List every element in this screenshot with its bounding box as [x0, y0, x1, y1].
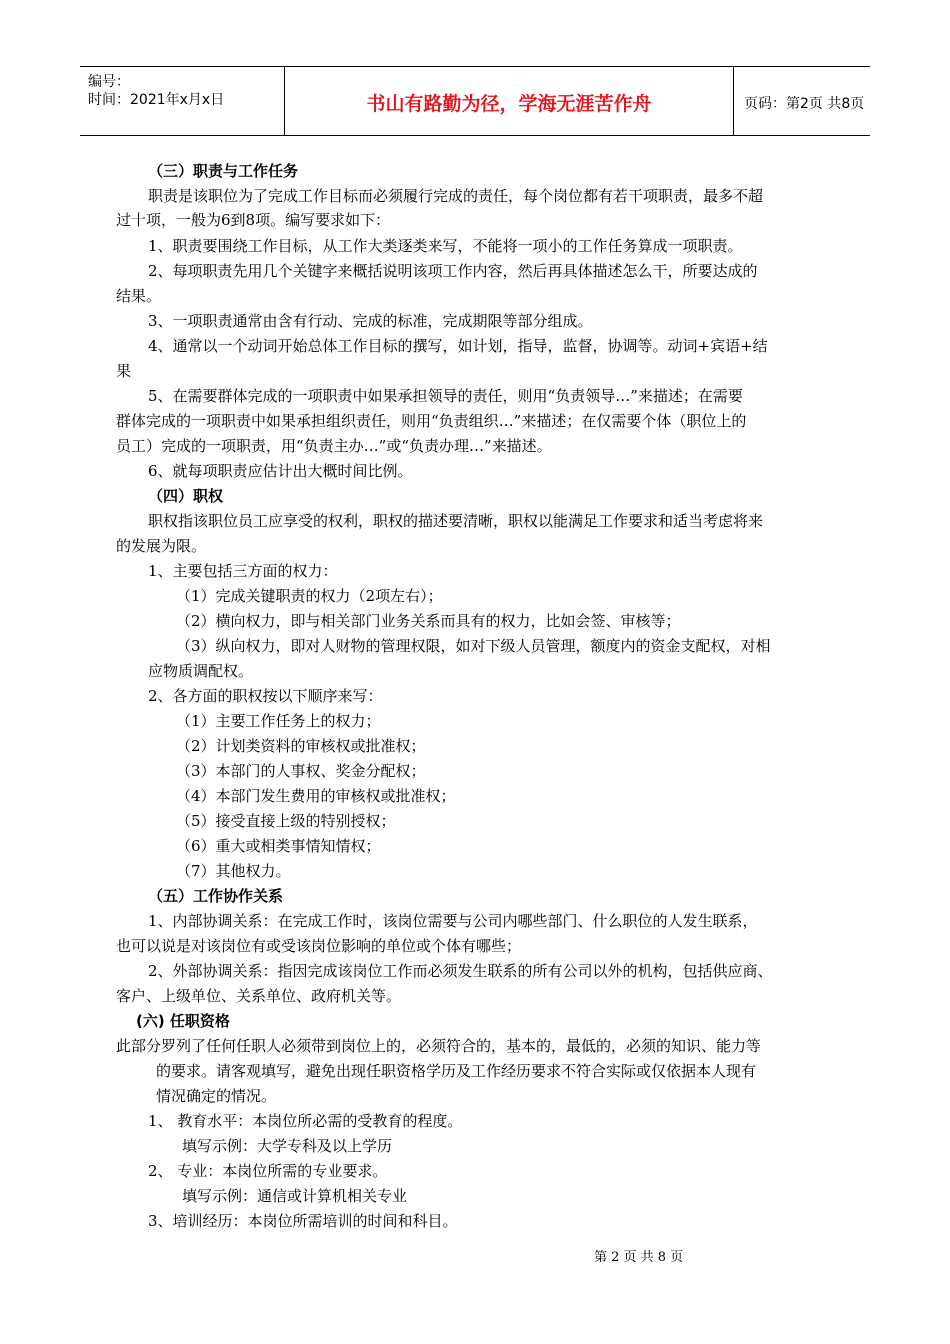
- sub-list-item: （4）本部门发生费用的审核权或批准权；: [176, 787, 456, 805]
- paragraph-line: 职权指该职位员工应享受的权利，职权的描述要清晰，职权以能满足工作要求和适当考虑将来: [148, 512, 764, 530]
- list-item: 5、在需要群体完成的一项职责中如果承担领导的责任，则用“负责领导…”来描述；在需要: [148, 387, 743, 405]
- paragraph-line: 职责是该职位为了完成工作目标而必须履行完成的责任，每个岗位都有若干项职责，最多不超: [148, 187, 764, 205]
- paragraph-line: 应物质调配权。: [148, 662, 254, 680]
- list-item: 2、外部协调关系：指因完成该岗位工作而必须发生联系的所有公司以外的机构，包括供应商、: [148, 962, 773, 980]
- header-page-cell: [734, 67, 870, 135]
- paragraph-line: 的要求。请客观填写，避免出现任职资格学历及工作经历要求不符合实际或仅依据本人现有: [156, 1062, 757, 1080]
- time-label: 时间：2021年x月x日: [88, 92, 225, 108]
- sub-list-item: （1）完成关键职责的权力（2项左右）；: [176, 587, 443, 605]
- paragraph-line: 结果。: [116, 287, 162, 305]
- list-item: 1、 教育水平：本岗位所必需的受教育的程度。: [148, 1112, 463, 1130]
- list-item: 3、培训经历：本岗位所需培训的时间和科目。: [148, 1212, 458, 1230]
- number-label: 编号：: [88, 74, 130, 90]
- document-header: [80, 66, 870, 136]
- list-item: 1、主要包括三方面的权力：: [148, 562, 338, 580]
- section-heading-5: （五）工作协作关系: [148, 887, 284, 905]
- paragraph-line: 员工）完成的一项职责，用“负责主办…”或“负责办理…”来描述。: [116, 437, 552, 455]
- paragraph-line: 果: [116, 362, 132, 380]
- list-item: 6、就每项职责应估计出大概时间比例。: [148, 462, 413, 480]
- page-footer: 第 2 页 共 8 页: [594, 1250, 684, 1265]
- paragraph-line: 情况确定的情况。: [156, 1087, 277, 1105]
- sub-list-item: （3）本部门的人事权、奖金分配权；: [176, 762, 426, 780]
- section-heading-4: （四）职权: [148, 487, 224, 505]
- list-item: 1、职责要围绕工作目标，从工作大类逐类来写，不能将一项小的工作任务算成一项职责。: [148, 237, 743, 255]
- sub-list-item: （5）接受直接上级的特别授权；: [176, 812, 396, 830]
- paragraph-line: 也可以说是对该岗位有或受该岗位影响的单位或个体有哪些；: [116, 937, 522, 955]
- sub-list-item: （2）计划类资料的审核权或批准权；: [176, 737, 426, 755]
- header-info-cell: [80, 67, 284, 135]
- list-item: 1、内部协调关系：在完成工作时，该岗位需要与公司内哪些部门、什么职位的人发生联系，: [148, 912, 758, 930]
- page-label: 页码：第2页 共8页: [744, 96, 865, 112]
- motto: 书山有路勤为径，学海无涯苦作舟: [366, 93, 652, 115]
- sub-list-item: （1）主要工作任务上的权力；: [176, 712, 381, 730]
- sub-list-item: （2）横向权力，即与相关部门业务关系而具有的权力，比如会签、审核等；: [176, 612, 681, 630]
- sub-list-item: （3）纵向权力，即对人财物的管理权限，如对下级人员管理，额度内的资金支配权，对相: [176, 637, 771, 655]
- list-item: 2、每项职责先用几个关键字来概括说明该项工作内容，然后再具体描述怎么干，所要达成的: [148, 262, 758, 280]
- paragraph-line: 此部分罗列了任何任职人必须带到岗位上的，必须符合的，基本的，最低的，必须的知识、能力等: [116, 1037, 762, 1055]
- sub-list-item: （6）重大或相类事情知情权；: [176, 837, 381, 855]
- paragraph-line: 客户、上级单位、关系单位、政府机关等。: [116, 987, 402, 1005]
- section-heading-6: (六) 任职资格: [136, 1012, 230, 1030]
- list-item: 2、 专业：本岗位所需的专业要求。: [148, 1162, 388, 1180]
- section-heading-3: （三）职责与工作任务: [148, 162, 299, 180]
- example-line: 填写示例：大学专科及以上学历: [182, 1137, 393, 1155]
- header-motto-cell: [284, 67, 734, 135]
- paragraph-line: 过十项，一般为6到8项。编写要求如下：: [116, 211, 391, 229]
- paragraph-line: 的发展为限。: [116, 537, 207, 555]
- paragraph-line: 群体完成的一项职责中如果承担组织责任，则用“负责组织…”来描述；在仅需要个体（职位上的: [116, 412, 747, 430]
- list-item: 2、各方面的职权按以下顺序来写：: [148, 687, 383, 705]
- example-line: 填写示例：通信或计算机相关专业: [182, 1187, 408, 1205]
- list-item: 3、一项职责通常由含有行动、完成的标准，完成期限等部分组成。: [148, 312, 593, 330]
- sub-list-item: （7）其他权力。: [176, 862, 291, 880]
- list-item: 4、通常以一个动词开始总体工作目标的撰写，如计划，指导，监督，协调等。动词+宾语+结: [148, 337, 768, 355]
